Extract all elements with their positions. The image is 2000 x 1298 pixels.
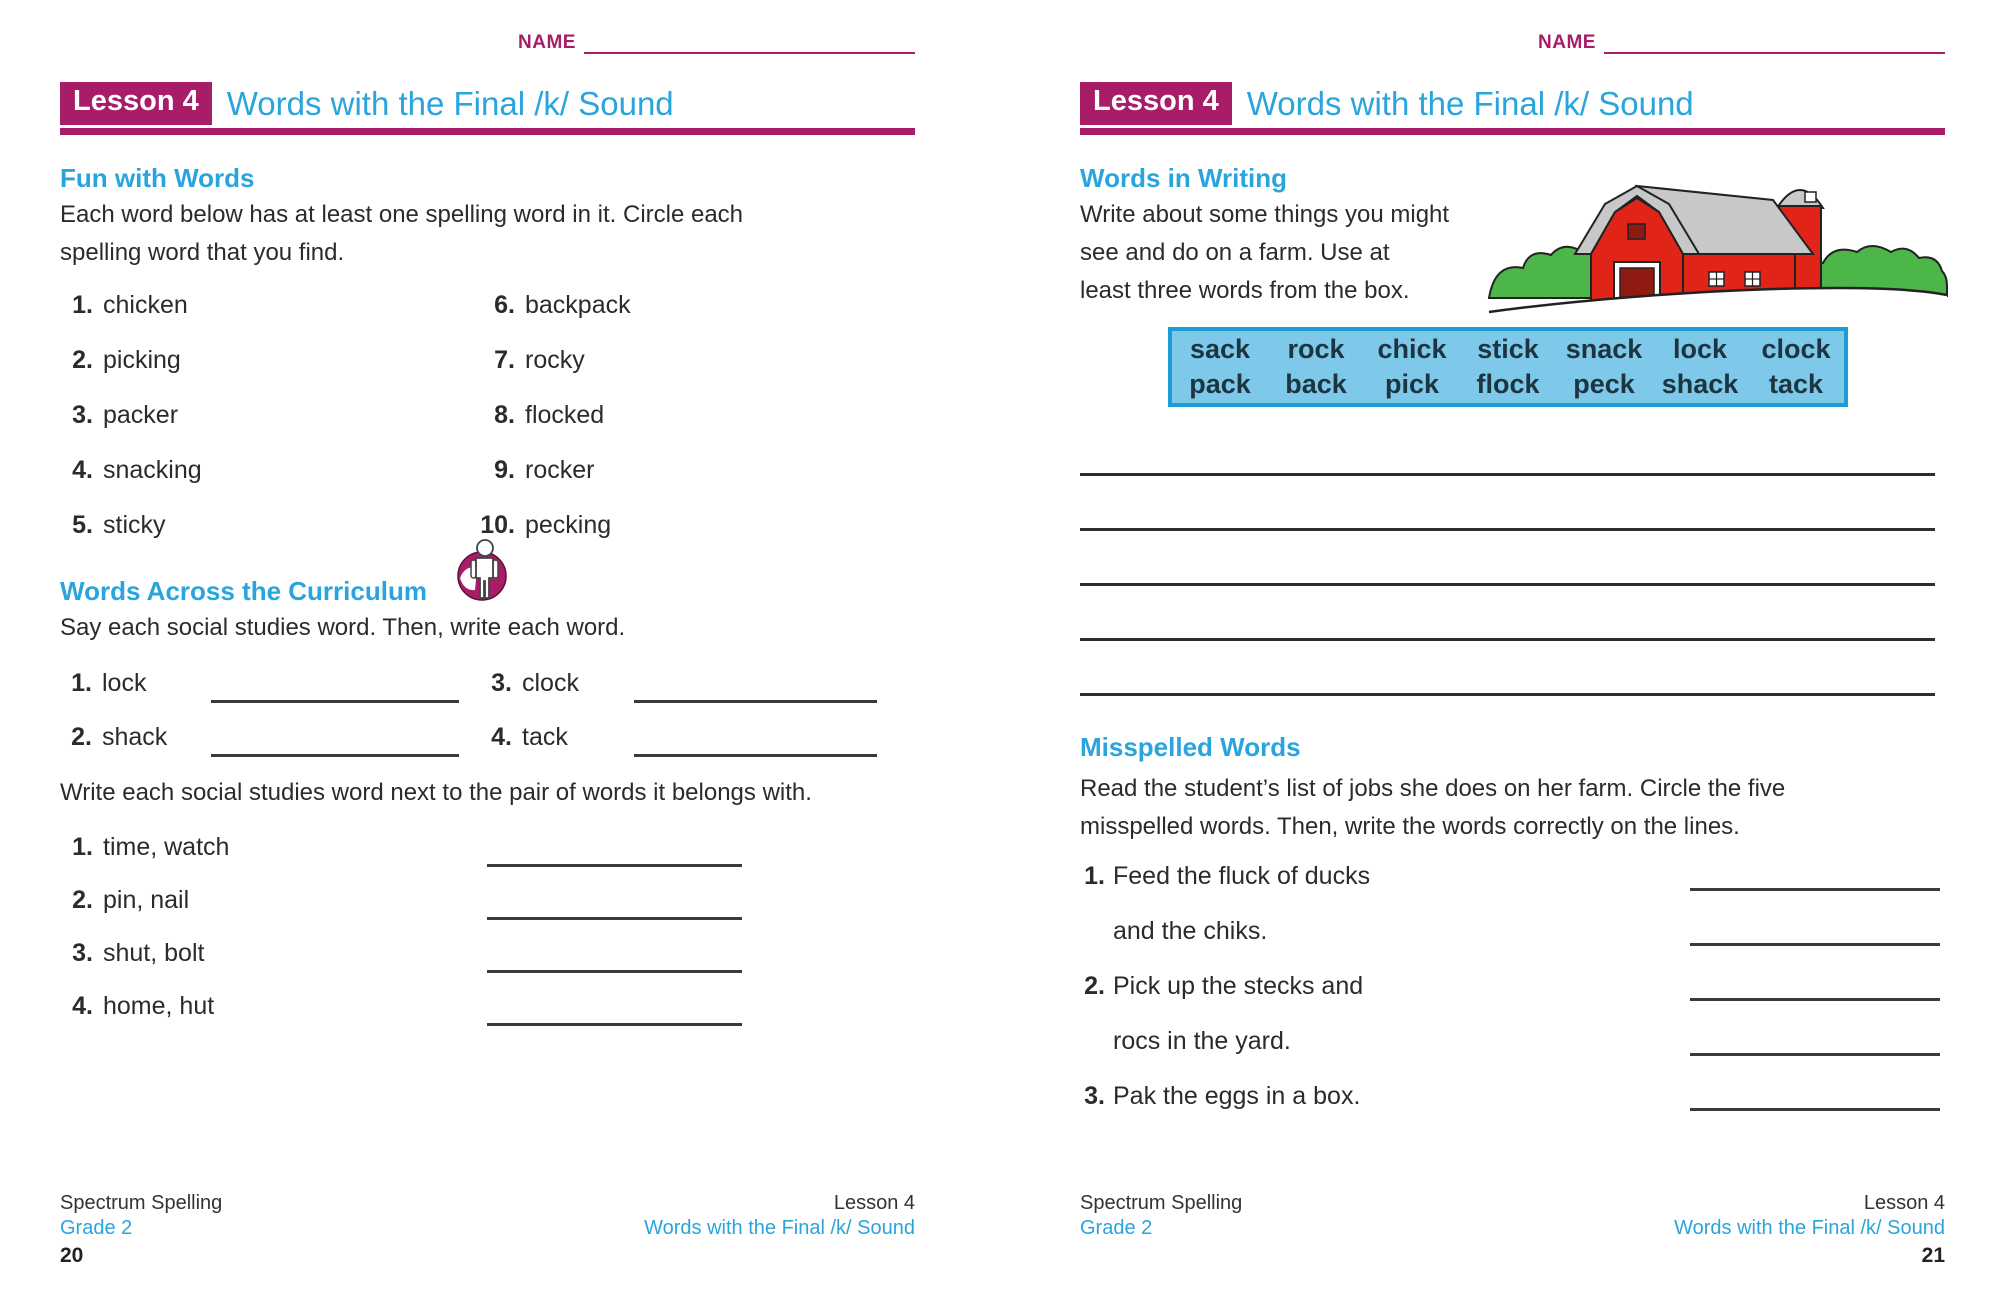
list-item-number: 2.: [72, 886, 93, 914]
lesson-header: [1080, 82, 1694, 125]
misspelled-item: [1083, 917, 1267, 946]
list-item-number: 3.: [72, 939, 93, 967]
misspelled-item-text: Feed the fluck of ducks: [1113, 862, 1371, 890]
list-item-word: rocky: [525, 346, 585, 374]
list-item-number: 7.: [494, 346, 515, 374]
footer-lesson-title: Words with the Final /k/ Sound: [1674, 1217, 1945, 1239]
list-item-word: picking: [103, 346, 181, 374]
misspelled-item-text: Pak the eggs in a box.: [1113, 1082, 1361, 1110]
word-box-word: peck: [1573, 368, 1635, 399]
list-item: [460, 291, 631, 320]
list-item-number: 6.: [494, 291, 515, 319]
word-box-word: back: [1285, 368, 1347, 399]
footer-page-number: 21: [1921, 1244, 1945, 1267]
misspelled-item: [1083, 1082, 1360, 1111]
pair-blank-line: [487, 891, 742, 920]
misspelled-item: [1083, 862, 1370, 891]
pair-blank-line: [487, 838, 742, 867]
writing-line: [1080, 445, 1935, 476]
word-box-word: snack: [1565, 334, 1643, 365]
list-item: [55, 291, 188, 320]
page-title: Words with the Final /k/ Sound: [1246, 84, 1694, 122]
misspelled-item-text: and the chiks.: [1113, 917, 1268, 945]
word-box-word: tack: [1768, 368, 1824, 399]
name-field: [518, 28, 915, 54]
write-word-item: [465, 723, 568, 752]
list-item-word: packer: [103, 401, 179, 429]
list-item-number: 1.: [1084, 862, 1105, 890]
section-heading-curriculum: Words Across the Curriculum: [60, 576, 427, 606]
pair-item: [55, 833, 229, 862]
list-item: [55, 511, 166, 540]
list-item: [55, 456, 202, 485]
answer-blank-line: [1690, 972, 1940, 1001]
word-box-word: rock: [1287, 334, 1345, 365]
list-item-word: snacking: [103, 456, 202, 484]
instruction-line: Write about some things you might: [1080, 201, 1450, 228]
writing-line: [1080, 610, 1935, 641]
list-item-word: time, watch: [103, 833, 230, 861]
write-blank-line: [211, 728, 459, 757]
list-item-number: 4.: [491, 723, 512, 751]
misspelled-item-text: rocs in the yard.: [1113, 1027, 1291, 1055]
list-item-word: backpack: [525, 291, 631, 319]
write-word-item: [50, 723, 167, 752]
footer-page-number: 20: [60, 1244, 84, 1267]
list-item-number: 3.: [1084, 1082, 1105, 1110]
instruction-line: Each word below has at least one spelling word in it. Circle each: [60, 201, 744, 228]
list-item: [55, 346, 181, 375]
footer-lesson: Lesson 4: [1863, 1192, 1945, 1214]
pair-item: [55, 939, 204, 968]
write-word-item: [50, 669, 146, 698]
answer-blank-line: [1690, 862, 1940, 891]
word-box-word: shack: [1661, 368, 1739, 399]
pair-item: [55, 992, 214, 1021]
list-item-word: lock: [102, 669, 147, 697]
answer-blank-line: [1690, 1027, 1940, 1056]
barn-illustration: [1487, 146, 1949, 318]
list-item-number: 2.: [1084, 972, 1105, 1000]
section-heading-misspelled-words: Misspelled Words: [1080, 732, 1301, 762]
instruction-line: least three words from the box.: [1080, 277, 1410, 304]
name-field: [1538, 28, 1945, 54]
list-item-word: flocked: [525, 401, 605, 429]
word-box-word: clock: [1761, 334, 1831, 365]
word-box-word: chick: [1377, 334, 1447, 365]
list-item-number: 1.: [71, 669, 92, 697]
list-item: [460, 456, 594, 485]
answer-blank-line: [1690, 917, 1940, 946]
list-item-number: 1.: [72, 833, 93, 861]
name-label: NAME: [1538, 32, 1596, 53]
misspelled-item: [1083, 972, 1363, 1001]
list-item-number: 9.: [494, 456, 515, 484]
list-item-word: pecking: [525, 511, 612, 539]
footer-lesson-title: Words with the Final /k/ Sound: [644, 1217, 915, 1239]
list-item-number: 8.: [494, 401, 515, 429]
word-box-word: sack: [1189, 334, 1251, 365]
name-blank-line: [584, 52, 915, 54]
social-studies-person-icon: [452, 538, 514, 606]
write-blank-line: [634, 728, 877, 757]
page-title: Words with the Final /k/ Sound: [226, 84, 674, 122]
pair-item: [55, 886, 189, 915]
list-item-word: tack: [522, 723, 568, 751]
list-item: [55, 401, 178, 430]
pair-blank-line: [487, 944, 742, 973]
instruction-line: see and do on a farm. Use at: [1080, 239, 1390, 266]
section-heading-words-in-writing: Words in Writing: [1080, 163, 1288, 193]
writing-line: [1080, 665, 1935, 696]
list-item-word: shack: [102, 723, 168, 751]
write-word-item: [465, 669, 579, 698]
spelling-word-box: [1168, 327, 1848, 407]
word-box-word: lock: [1672, 334, 1728, 365]
word-box-word: flock: [1476, 368, 1540, 399]
word-box-word: pick: [1384, 368, 1440, 399]
list-item-number: 2.: [71, 723, 92, 751]
writing-line: [1080, 500, 1935, 531]
write-blank-line: [211, 674, 459, 703]
writing-line: [1080, 555, 1935, 586]
list-item-word: home, hut: [103, 992, 215, 1020]
footer-lesson: Lesson 4: [833, 1192, 915, 1214]
list-item: [460, 511, 611, 540]
list-item-word: clock: [522, 669, 579, 697]
footer-book-title: Spectrum Spelling: [60, 1192, 223, 1214]
list-item-word: shut, bolt: [103, 939, 205, 967]
list-item-number: 3.: [72, 401, 93, 429]
list-item-number: 4.: [72, 992, 93, 1020]
word-box-word: pack: [1189, 368, 1251, 399]
word-box-word: stick: [1477, 334, 1539, 365]
list-item: [460, 401, 604, 430]
list-item: [460, 346, 585, 375]
list-item-number: 4.: [72, 456, 93, 484]
lesson-badge: Lesson 4: [1080, 82, 1232, 125]
list-item-number: 5.: [72, 511, 93, 539]
word-box-row: [1172, 334, 1844, 365]
list-item-word: pin, nail: [103, 886, 190, 914]
header-rule: [60, 128, 915, 135]
lesson-header: [60, 82, 674, 125]
lesson-badge: Lesson 4: [60, 82, 212, 125]
instruction-line: misspelled words. Then, write the words correctly on the lines.: [1080, 813, 1740, 840]
list-item-word: sticky: [103, 511, 166, 539]
instruction-line: Say each social studies word. Then, write each word.: [60, 614, 626, 641]
list-item-number: 10.: [480, 511, 515, 539]
footer-grade: Grade 2: [60, 1217, 133, 1239]
footer-grade: Grade 2: [1080, 1217, 1153, 1239]
header-rule: [1080, 128, 1945, 135]
list-item-number: 3.: [491, 669, 512, 697]
name-label: NAME: [518, 32, 576, 53]
instruction-line: spelling word that you find.: [60, 239, 345, 266]
list-item-number: 2.: [72, 346, 93, 374]
word-box-row: [1172, 369, 1844, 400]
list-item-number: 1.: [72, 291, 93, 319]
write-blank-line: [634, 674, 877, 703]
name-blank-line: [1604, 52, 1945, 54]
instruction-line: Write each social studies word next to the pair of words it belongs with.: [60, 779, 812, 806]
list-item-word: chicken: [103, 291, 188, 319]
list-item-word: rocker: [525, 456, 595, 484]
section-heading-fun-with-words: Fun with Words: [60, 163, 255, 193]
instruction-line: Read the student’s list of jobs she does on her farm. Circle the five: [1080, 775, 1786, 802]
footer-book-title: Spectrum Spelling: [1080, 1192, 1243, 1214]
misspelled-item: [1083, 1027, 1291, 1056]
pair-blank-line: [487, 997, 742, 1026]
answer-blank-line: [1690, 1082, 1940, 1111]
misspelled-item-text: Pick up the stecks and: [1113, 972, 1364, 1000]
